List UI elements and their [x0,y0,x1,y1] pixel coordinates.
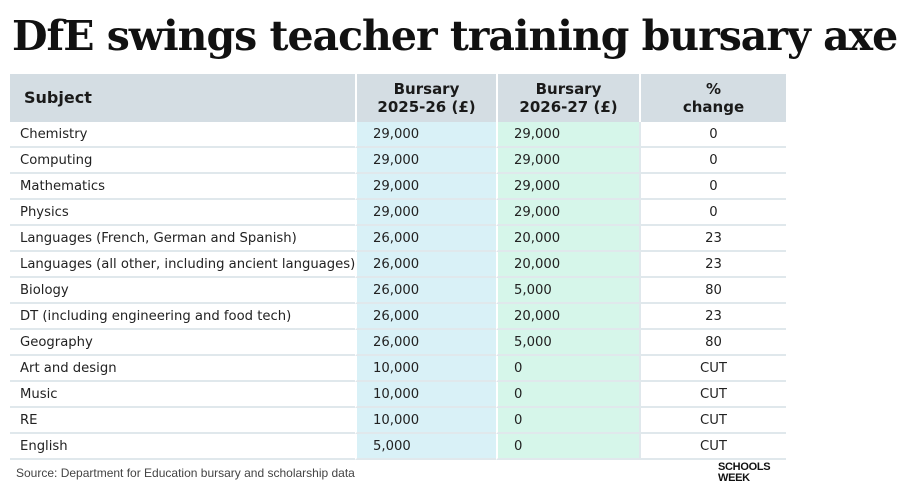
bursary-2026-27-cell: 29,000 [496,122,639,148]
table-row [10,252,786,278]
table-row [10,330,786,356]
percent-change-cell: CUT [639,434,786,460]
table-row [10,200,786,226]
bursary-2026-27-cell: 0 [496,356,639,382]
table-row [10,122,786,148]
percent-change-cell: 0 [639,174,786,200]
page-title: DfE swings teacher training bursary axe [12,12,897,60]
percent-change-cell: 23 [639,304,786,330]
table-row [10,382,786,408]
source-note: Source: Department for Education bursary and scholarship data [16,466,355,480]
table-row [10,174,786,200]
bursary-table [10,74,786,460]
bursary-2026-27-cell: 20,000 [496,304,639,330]
logo-line: WEEK [718,472,750,484]
header-label: Bursary [393,80,460,98]
header-label: change [682,98,745,116]
subject-cell: RE [10,408,355,434]
header-percent-change [639,74,786,122]
bursary-2025-26-cell: 10,000 [355,408,496,434]
subject-cell: Computing [10,148,355,174]
subject-cell: Languages (French, German and Spanish) [10,226,355,252]
header-bursary-2025-26 [355,74,496,122]
percent-change-cell: CUT [639,382,786,408]
table-row [10,148,786,174]
table-header-row [10,74,786,122]
table-row [10,408,786,434]
table-row [10,226,786,252]
subject-cell: Mathematics [10,174,355,200]
percent-change-cell: 0 [639,122,786,148]
bursary-2025-26-cell: 29,000 [355,200,496,226]
subject-cell: Geography [10,330,355,356]
bursary-2026-27-cell: 20,000 [496,226,639,252]
subject-cell: Languages (all other, including ancient languages) [10,252,355,278]
bursary-2026-27-cell: 0 [496,382,639,408]
subject-cell: English [10,434,355,460]
logo-line: SCHOOLS [718,461,771,473]
subject-cell: Biology [10,278,355,304]
subject-cell: Art and design [10,356,355,382]
header-label: Bursary [535,80,602,98]
percent-change-cell: 23 [639,226,786,252]
bursary-2026-27-cell: 5,000 [496,278,639,304]
subject-cell: Chemistry [10,122,355,148]
bursary-2026-27-cell: 5,000 [496,330,639,356]
bursary-2025-26-cell: 26,000 [355,304,496,330]
schools-week-logo [718,462,770,484]
percent-change-cell: CUT [639,356,786,382]
subject-cell: Physics [10,200,355,226]
bursary-2026-27-cell: 0 [496,408,639,434]
table-row [10,434,786,460]
bursary-2025-26-cell: 10,000 [355,382,496,408]
percent-change-cell: 80 [639,278,786,304]
table-row [10,356,786,382]
bursary-2025-26-cell: 5,000 [355,434,496,460]
percent-change-cell: 80 [639,330,786,356]
bursary-2026-27-cell: 20,000 [496,252,639,278]
bursary-2025-26-cell: 10,000 [355,356,496,382]
bursary-2025-26-cell: 29,000 [355,122,496,148]
percent-change-cell: 0 [639,200,786,226]
table-row [10,278,786,304]
header-label: 2025-26 (£) [377,98,476,116]
bursary-2025-26-cell: 26,000 [355,330,496,356]
bursary-2026-27-cell: 29,000 [496,200,639,226]
bursary-2025-26-cell: 26,000 [355,252,496,278]
bursary-2026-27-cell: 0 [496,434,639,460]
bursary-2025-26-cell: 29,000 [355,148,496,174]
bursary-2025-26-cell: 26,000 [355,226,496,252]
percent-change-cell: CUT [639,408,786,434]
bursary-2025-26-cell: 29,000 [355,174,496,200]
bursary-2026-27-cell: 29,000 [496,148,639,174]
percent-change-cell: 23 [639,252,786,278]
subject-cell: Music [10,382,355,408]
bursary-2025-26-cell: 26,000 [355,278,496,304]
subject-cell: DT (including engineering and food tech) [10,304,355,330]
table-row [10,304,786,330]
bursary-2026-27-cell: 29,000 [496,174,639,200]
header-subject: Subject [10,74,355,122]
header-label: 2026-27 (£) [519,98,618,116]
header-bursary-2026-27 [496,74,639,122]
header-label: % [705,80,722,98]
percent-change-cell: 0 [639,148,786,174]
